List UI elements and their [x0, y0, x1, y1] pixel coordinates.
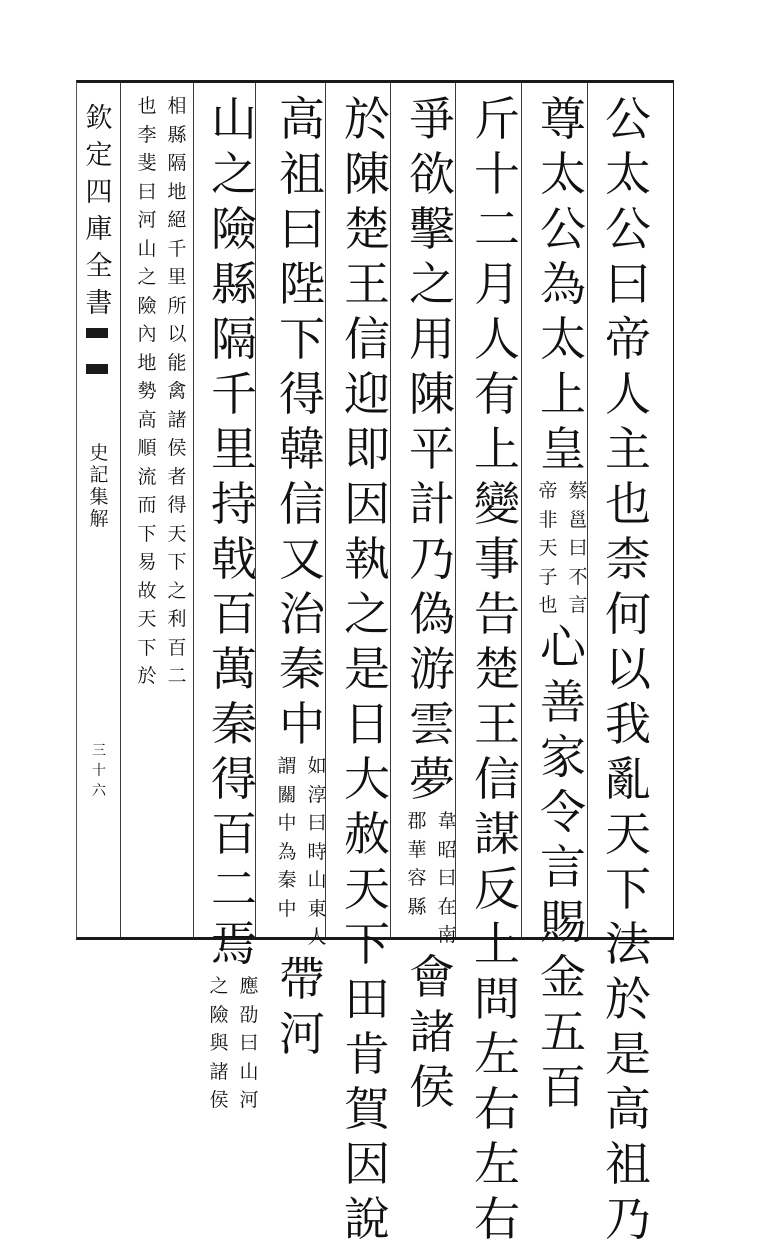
- main-char: 斤: [474, 92, 520, 146]
- main-char: 下: [605, 862, 651, 916]
- main-char: 秦: [279, 642, 325, 696]
- commentary-char: 為: [277, 840, 297, 863]
- main-char: 皇: [540, 422, 586, 476]
- margin-book-char: 集: [89, 486, 109, 508]
- commentary-char: 之: [209, 975, 229, 997]
- main-char: 為: [540, 257, 586, 311]
- main-char: 迎: [344, 367, 390, 421]
- main-char: 又: [279, 532, 325, 586]
- main-char: 月: [474, 257, 520, 311]
- commentary-char: 邕: [568, 508, 588, 531]
- margin-book-char: 解: [89, 508, 109, 530]
- commentary-char: 險: [209, 1003, 229, 1026]
- main-char: 山: [211, 92, 257, 146]
- main-char: 下: [279, 312, 325, 366]
- commentary-char: 諸: [167, 408, 187, 431]
- commentary-char: 下: [137, 636, 157, 659]
- commentary-char: 曰: [568, 537, 588, 559]
- margin-title-char: 全: [85, 251, 113, 282]
- commentary-char: 斐: [137, 152, 157, 174]
- main-char: 謀: [474, 807, 520, 861]
- main-char: 太: [605, 147, 651, 201]
- commentary-char: 者: [167, 465, 187, 488]
- main-char: 天: [344, 862, 390, 916]
- main-char: 上: [474, 422, 520, 476]
- main-char: 有: [474, 367, 520, 421]
- main-char: 因: [344, 477, 390, 531]
- main-text-segment: [272, 92, 332, 752]
- commentary-char: 如: [307, 755, 327, 777]
- commentary-char: 河: [239, 1089, 259, 1111]
- commentary-char: 地: [137, 351, 157, 374]
- commentary-line-left: [405, 807, 429, 950]
- main-char: 王: [474, 697, 520, 751]
- main-char: 大: [344, 752, 390, 806]
- commentary-char: 關: [277, 783, 297, 806]
- main-char: 說: [344, 1192, 390, 1246]
- commentary-char: 高: [137, 408, 157, 431]
- main-char: 帝: [605, 312, 651, 366]
- commentary-char: 縣: [407, 895, 427, 918]
- main-char: 爭: [409, 92, 455, 146]
- commentary-char: 侯: [167, 437, 187, 459]
- commentary-char: 謂: [277, 755, 297, 777]
- commentary-char: 應: [239, 975, 259, 997]
- commentary-char: 隔: [167, 152, 187, 174]
- main-char: 諸: [409, 1004, 455, 1059]
- main-char: 夢: [409, 752, 455, 806]
- main-char: 變: [474, 477, 520, 531]
- text-column: [270, 92, 334, 1061]
- main-char: 上: [474, 917, 520, 971]
- main-char: 善: [540, 674, 586, 729]
- main-char: 金: [540, 949, 586, 1004]
- commentary-char: 不: [568, 565, 588, 588]
- commentary-char: 曰: [137, 180, 157, 203]
- main-char: 楚: [474, 642, 520, 696]
- commentary-char: 內: [137, 323, 157, 345]
- commentary-char: 相: [167, 95, 187, 117]
- main-char: 即: [344, 422, 390, 476]
- commentary-line-right: [165, 92, 189, 691]
- text-column: [531, 92, 595, 1114]
- commentary-char: 利: [167, 608, 187, 630]
- main-char: 左: [474, 1027, 520, 1081]
- main-char: 韓: [279, 422, 325, 476]
- commentary-char: 里: [167, 266, 187, 288]
- main-char: 上: [540, 367, 586, 421]
- commentary-char: 百: [167, 636, 187, 659]
- main-char: 曰: [279, 202, 325, 256]
- commentary-char: 山: [239, 1060, 259, 1083]
- main-char: 險: [211, 202, 257, 256]
- commentary-char: 易: [137, 551, 157, 573]
- margin-title-char: 欽: [85, 103, 113, 134]
- main-char: 是: [344, 642, 390, 696]
- main-char: 擊: [409, 202, 455, 256]
- commentary-char: 故: [137, 579, 157, 602]
- commentary-char: 時: [307, 840, 327, 863]
- margin-title-char: 定: [85, 140, 113, 171]
- main-char: 亂: [605, 752, 651, 806]
- commentary-char: 諸: [209, 1060, 229, 1083]
- fish-tail-mark: [86, 328, 108, 374]
- text-column: [202, 92, 266, 1111]
- commentary-char: 天: [167, 522, 187, 545]
- main-char: 乃: [409, 532, 455, 586]
- main-char: 平: [409, 422, 455, 476]
- main-char: 五: [540, 1004, 586, 1059]
- main-char: 萬: [211, 642, 257, 696]
- main-char: 祖: [605, 1137, 651, 1191]
- commentary-note: [536, 477, 590, 620]
- commentary-line-right: [566, 477, 590, 620]
- margin-book-char: 史: [89, 442, 109, 464]
- main-char: 楚: [344, 202, 390, 256]
- commentary-char: 之: [137, 266, 157, 288]
- main-char: 王: [344, 257, 390, 311]
- main-char: 二: [211, 862, 257, 916]
- main-char: 於: [344, 92, 390, 146]
- main-char: 千: [211, 367, 257, 421]
- commentary-char: 千: [167, 237, 187, 260]
- margin-page-number: 三十六: [92, 743, 106, 799]
- commentary-line-right: [435, 807, 459, 950]
- main-char: 言: [540, 839, 586, 894]
- commentary-char: 而: [137, 494, 157, 516]
- commentary-char: 昭: [437, 838, 457, 861]
- main-char: 人: [605, 367, 651, 421]
- commentary-char: 淳: [307, 783, 327, 806]
- main-char: 肯: [344, 1027, 390, 1081]
- main-char: 百: [211, 807, 257, 861]
- main-char: 隔: [211, 312, 257, 366]
- main-char: 用: [409, 312, 455, 366]
- main-text-segment: [272, 952, 332, 1062]
- commentary-char: 子: [538, 565, 558, 588]
- commentary-char: 中: [277, 812, 297, 834]
- main-char: 焉: [211, 917, 257, 971]
- main-char: 二: [474, 202, 520, 256]
- main-char: 戟: [211, 532, 257, 586]
- commentary-char: 也: [137, 95, 157, 117]
- commentary-char: 所: [167, 294, 187, 317]
- margin-series-title: [84, 100, 114, 322]
- commentary-line-left: [207, 972, 231, 1115]
- main-char: 柰: [605, 532, 651, 586]
- commentary-line-left: [536, 477, 560, 620]
- main-char: 陳: [409, 367, 455, 421]
- main-char: 得: [279, 367, 325, 421]
- main-char: 里: [211, 422, 257, 476]
- main-char: 公: [540, 202, 586, 256]
- commentary-char: 地: [167, 180, 187, 203]
- main-char: 反: [474, 862, 520, 916]
- main-char: 家: [540, 729, 586, 784]
- main-char: 也: [605, 477, 651, 531]
- text-column: [335, 92, 399, 1246]
- commentary-char: 曰: [437, 867, 457, 889]
- commentary-char: 曰: [307, 812, 327, 834]
- commentary-char: 言: [568, 594, 588, 616]
- main-char: 我: [605, 697, 651, 751]
- main-char: 公: [605, 202, 651, 256]
- commentary-char: 下: [167, 551, 187, 573]
- main-char: 會: [409, 949, 455, 1004]
- commentary-char: 韋: [437, 810, 457, 832]
- commentary-char: 在: [437, 895, 457, 918]
- commentary-char: 侯: [209, 1089, 229, 1111]
- commentary-note: [405, 807, 459, 950]
- main-char: 於: [605, 972, 651, 1026]
- margin-title-char: 書: [85, 288, 113, 319]
- main-char: 執: [344, 532, 390, 586]
- main-char: 左: [474, 1137, 520, 1191]
- main-char: 田: [344, 972, 390, 1026]
- main-char: 赦: [344, 807, 390, 861]
- margin-book-title: [88, 442, 110, 530]
- commentary-char: 帝: [538, 480, 558, 502]
- main-char: 問: [474, 972, 520, 1026]
- commentary-note: [275, 752, 329, 952]
- main-char: 法: [605, 917, 651, 971]
- commentary-char: 南: [437, 924, 457, 946]
- main-char: 信: [279, 477, 325, 531]
- main-char: 令: [540, 784, 586, 839]
- commentary-char: 險: [137, 294, 157, 317]
- commentary-char: 人: [307, 926, 327, 948]
- main-char: 以: [605, 642, 651, 696]
- text-column: [596, 92, 660, 1246]
- main-char: 十: [474, 147, 520, 201]
- main-char: 太: [540, 312, 586, 366]
- commentary-char: 山: [137, 237, 157, 260]
- commentary-line-right: [237, 972, 261, 1115]
- commentary-char: 得: [167, 494, 187, 516]
- commentary-char: 之: [167, 579, 187, 602]
- main-char: 尊: [540, 92, 586, 146]
- margin-title-char: 庫: [85, 214, 113, 245]
- main-text-segment: [337, 92, 397, 1247]
- main-char: 告: [474, 587, 520, 641]
- main-char: 賜: [540, 894, 586, 949]
- commentary-char: 禽: [167, 380, 187, 402]
- main-char: 之: [409, 257, 455, 311]
- main-char: 乃: [605, 1192, 651, 1246]
- main-char: 陛: [279, 257, 325, 311]
- main-text-segment: [402, 92, 462, 807]
- commentary-char: 二: [167, 665, 187, 687]
- margin-book-char: 記: [89, 464, 109, 486]
- commentary-char: 天: [538, 537, 558, 559]
- main-char: 帶: [279, 951, 325, 1006]
- main-char: 信: [344, 312, 390, 366]
- main-char: 持: [211, 477, 257, 531]
- main-char: 太: [540, 147, 586, 201]
- main-char: 治: [279, 587, 325, 641]
- commentary-char: 順: [137, 437, 157, 459]
- commentary-char: 與: [209, 1032, 229, 1054]
- main-char: 下: [344, 917, 390, 971]
- main-char: 右: [474, 1082, 520, 1136]
- main-char: 何: [605, 587, 651, 641]
- commentary-char: 絕: [167, 209, 187, 231]
- main-char: 賀: [344, 1082, 390, 1136]
- commentary-char: 華: [407, 838, 427, 861]
- commentary-char: 河: [137, 209, 157, 231]
- main-char: 游: [409, 642, 455, 696]
- main-text-segment: [402, 950, 462, 1115]
- main-char: 高: [279, 92, 325, 146]
- commentary-char: 劭: [239, 1003, 259, 1026]
- main-text-segment: [533, 92, 593, 477]
- main-char: 曰: [605, 257, 651, 311]
- main-char: 秦: [211, 697, 257, 751]
- commentary-char: 蔡: [568, 480, 588, 502]
- main-char: 主: [605, 422, 651, 476]
- text-column: [400, 92, 464, 1114]
- main-char: 日: [344, 697, 390, 751]
- main-char: 得: [211, 752, 257, 806]
- commentary-char: 郡: [407, 810, 427, 832]
- commentary-char: 天: [137, 608, 157, 630]
- commentary-char: 流: [137, 465, 157, 488]
- main-char: 心: [540, 619, 586, 674]
- commentary-char: 以: [167, 323, 187, 345]
- commentary-line-left: [135, 92, 159, 691]
- main-char: 事: [474, 532, 520, 586]
- main-text-segment: [598, 92, 658, 1247]
- main-char: 祖: [279, 147, 325, 201]
- main-char: 偽: [409, 587, 455, 641]
- main-text-segment: [467, 92, 527, 1247]
- main-char: 百: [540, 1059, 586, 1114]
- commentary-char: 中: [277, 897, 297, 920]
- main-char: 高: [605, 1082, 651, 1136]
- commentary-char: 能: [167, 351, 187, 374]
- commentary-line-right: [305, 752, 329, 952]
- main-char: 信: [474, 752, 520, 806]
- main-text-segment: [204, 92, 264, 972]
- main-char: 縣: [211, 257, 257, 311]
- main-char: 人: [474, 312, 520, 366]
- commentary-char: 山: [307, 869, 327, 891]
- commentary-line-left: [275, 752, 299, 952]
- commentary-char: 東: [307, 897, 327, 920]
- column-divider: [120, 83, 121, 937]
- main-char: 雲: [409, 697, 455, 751]
- main-char: 侯: [409, 1059, 455, 1114]
- main-char: 右: [474, 1192, 520, 1246]
- main-char: 因: [344, 1137, 390, 1191]
- commentary-char: 非: [538, 508, 558, 531]
- commentary-note: [207, 972, 261, 1115]
- commentary-char: 於: [137, 665, 157, 687]
- commentary-char: 李: [137, 123, 157, 146]
- main-char: 之: [211, 147, 257, 201]
- commentary-char: 也: [538, 594, 558, 616]
- main-text-segment: [533, 620, 593, 1115]
- commentary-char: 容: [407, 867, 427, 889]
- main-char: 是: [605, 1027, 651, 1081]
- main-char: 中: [279, 697, 325, 751]
- commentary-note: [135, 92, 189, 691]
- margin-title-char: 四: [85, 177, 113, 208]
- text-column: [465, 92, 529, 1246]
- main-char: 公: [605, 92, 651, 146]
- text-column: [130, 92, 194, 932]
- main-char: 天: [605, 807, 651, 861]
- main-char: 百: [211, 587, 257, 641]
- commentary-char: 秦: [277, 869, 297, 891]
- commentary-char: 曰: [239, 1032, 259, 1054]
- main-char: 計: [409, 477, 455, 531]
- main-char: 欲: [409, 147, 455, 201]
- commentary-char: 下: [137, 522, 157, 545]
- main-char: 之: [344, 587, 390, 641]
- commentary-char: 縣: [167, 123, 187, 146]
- main-char: 河: [279, 1006, 325, 1061]
- commentary-char: 勢: [137, 380, 157, 402]
- main-char: 陳: [344, 147, 390, 201]
